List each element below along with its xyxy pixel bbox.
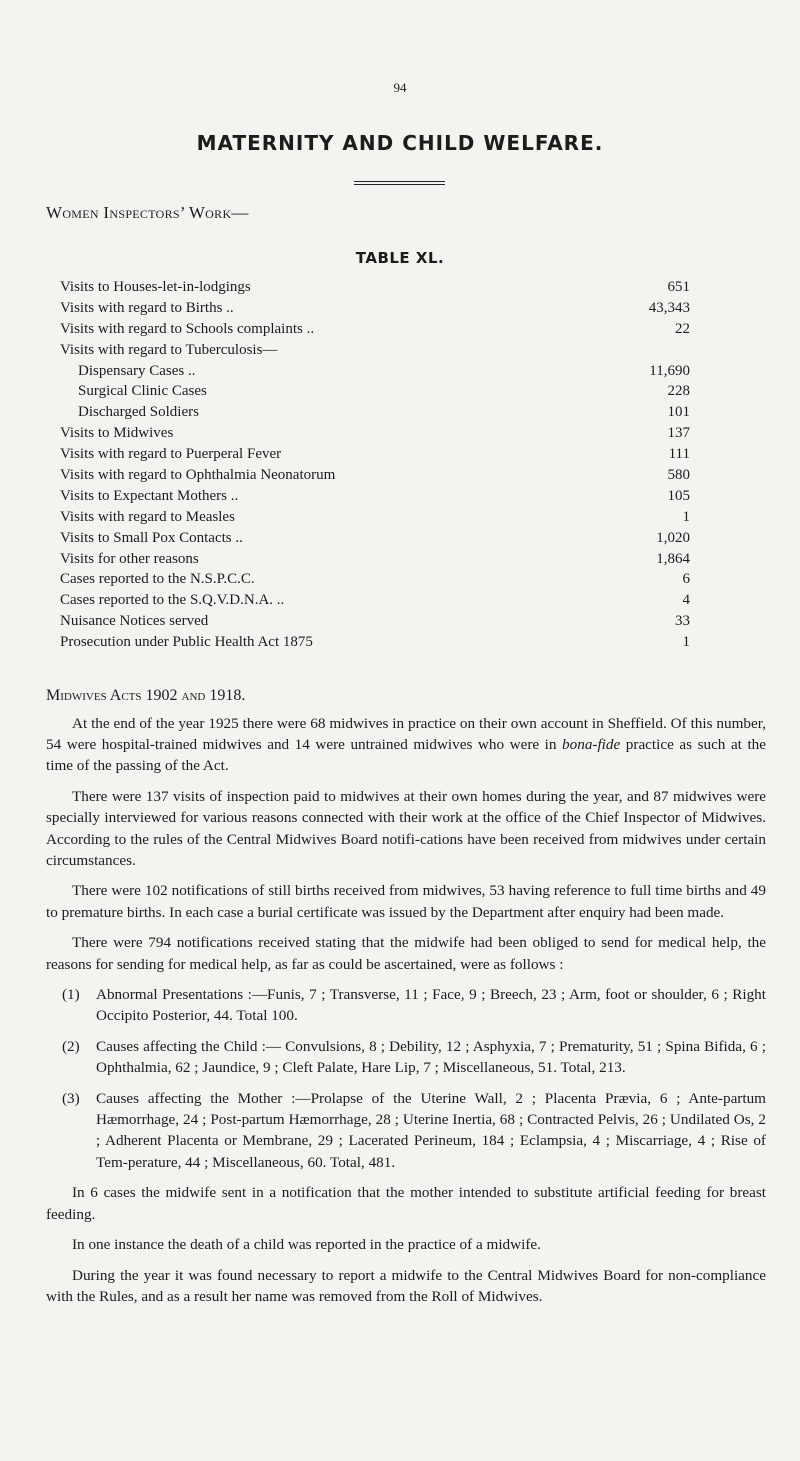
table-row-value: 137: [667, 425, 690, 442]
table-row: [60, 319, 700, 340]
table-row: [60, 361, 700, 382]
table-row-value: 11,690: [649, 362, 690, 379]
table-row-label: Cases reported to the S.Q.V.D.N.A. ..: [60, 592, 285, 609]
paragraph: [46, 713, 766, 777]
table-row-value: 580: [667, 467, 690, 484]
table-row: [60, 277, 700, 298]
paragraph: During the year it was found necessary to report a midwife to the Central Midwives Board for non-compliance with the Rules, and as a result her name was removed from the Roll of Midwives.: [46, 1266, 766, 1306]
table-row: [60, 549, 700, 570]
table-row-label: Visits with regard to Births ..: [60, 299, 234, 316]
table-row: [60, 298, 700, 319]
paragraph-text: At the end of the year 1925 there were 68 midwives in practice on their own account in Sheffield. Of this number, 54 were hospital-trained midwives and 14 were untrained midwives who were in: [46, 715, 766, 754]
table-row-label: Visits to Small Pox Contacts ..: [60, 529, 243, 546]
section-heading: Women Inspectors’ Work—: [46, 203, 249, 222]
table-row-label: Discharged Soldiers: [78, 404, 199, 421]
list-item: [46, 1036, 766, 1078]
table-row: [60, 402, 700, 423]
table-row: [60, 444, 700, 465]
table-row-label: Prosecution under Public Health Act 1875: [60, 634, 313, 651]
table-row-label: Dispensary Cases ..: [78, 362, 196, 379]
midwives-heading: Midwives Acts 1902 and 1918.: [46, 687, 246, 704]
paragraph: There were 137 visits of inspection paid to midwives at their own homes during the year, and 87 midwives were specially interviewed for various reasons connected with their work at the office of the Chief Inspector of Midwives. According to the rules of the Central Midwives Board notifi-cations have been received from midwives under certain circumstances.: [46, 788, 766, 869]
page-number: 94: [393, 80, 407, 95]
table-row: [60, 507, 700, 528]
list-item: [46, 984, 766, 1026]
paragraph: There were 102 notifications of still births received from midwives, 53 having reference to full time births and 49 to premature births. In each case a burial certificate was issued by the Department after enquiry had been made.: [46, 882, 766, 921]
table-row-label: Visits with regard to Puerperal Fever: [60, 446, 282, 463]
table-row-label: Visits to Midwives: [60, 425, 174, 442]
table-row-value: 651: [667, 279, 690, 295]
table-row-label: Visits with regard to Tuberculosis—: [60, 341, 278, 358]
table-row-label: Cases reported to the N.S.P.C.C.: [60, 571, 255, 588]
table-row-value: 4: [682, 592, 690, 609]
table-row: [60, 528, 700, 549]
table-row: [60, 611, 700, 632]
table-row: [60, 486, 700, 507]
list-item-text: Abnormal Presentations :—Funis, 7 ; Transverse, 11 ; Face, 9 ; Breech, 23 ; Arm, foot or shoulder, 6 ; Right Occipito Posterior, 44. Total 100.: [96, 986, 766, 1025]
table-row-value: 6: [682, 571, 690, 588]
italic-text: bona-fide: [562, 736, 621, 754]
title-rule-top: [354, 181, 445, 182]
table-row-label: Visits to Expectant Mothers ..: [60, 487, 239, 504]
table-row: [60, 465, 700, 486]
table-row: [60, 423, 700, 444]
body-text: [46, 713, 766, 1317]
table-row: [60, 632, 700, 653]
table-row-label: Visits with regard to Schools complaints ..: [60, 320, 315, 337]
list-item-text: Causes affecting the Mother :—Prolapse of the Uterine Wall, 2 ; Placenta Prævia, 6 ; Ante-partum Hæmorrhage, 24 ; Post-partum Hæmorrhage, 28 ; Uterine Inertia, 68 ; Contracted Pelvis, 26 ; Undilated Os, 2 ; Adherent Placenta or Membrane, 29 ; Lacerated Perineum, 184 ; Eclampsia, 4 ; Miscarriage, 4 ; Rise of Tem-perature, 44 ; Miscellaneous, 60. Total, 481.: [96, 1090, 766, 1171]
table-row: [60, 340, 700, 361]
list-item-number: (2): [62, 1038, 80, 1056]
table-row-value: 33: [675, 613, 690, 630]
paragraph: There were 794 notifications received stating that the midwife had been obliged to send for medical help, the reasons for sending for medical help, as far as could be ascertained, were as follows :: [46, 934, 766, 973]
table-row: [60, 569, 700, 590]
table-row-value: 111: [668, 446, 690, 463]
table-row-value: 101: [667, 404, 690, 421]
statistics-table: [60, 277, 700, 653]
table-row: [60, 381, 700, 402]
table-row-label: Nuisance Notices served: [60, 613, 209, 630]
table-row-value: 43,343: [648, 299, 690, 316]
title-rule-bottom: [354, 184, 445, 185]
table-row-label: Visits for other reasons: [60, 550, 199, 567]
table-row-value: 1,864: [656, 550, 690, 567]
table-row-value: 1: [682, 634, 690, 651]
table-row-value: 1: [682, 508, 690, 525]
table-row: [60, 590, 700, 611]
page-title: MATERNITY AND CHILD WELFARE.: [196, 131, 604, 155]
table-title: TABLE XL.: [355, 249, 445, 267]
table-row-value: 1,020: [656, 529, 690, 546]
table-row-label: Visits with regard to Measles: [60, 508, 235, 525]
table-row-label: Visits with regard to Ophthalmia Neonatorum: [60, 467, 336, 484]
list-item: [46, 1088, 766, 1173]
table-row-value: 105: [667, 487, 690, 504]
table-row-label: Surgical Clinic Cases: [78, 383, 207, 400]
paragraph: In one instance the death of a child was reported in the practice of a midwife.: [72, 1236, 541, 1254]
table-row-label: Visits to Houses-let-in-lodgings: [60, 279, 251, 295]
paragraph-text: practice as such at the time of the passing of the Act.: [46, 736, 766, 775]
table-row-value: 228: [667, 383, 690, 400]
table-row-value: 22: [675, 320, 690, 337]
list-item-number: (1): [62, 986, 80, 1004]
list-item-number: (3): [62, 1090, 80, 1108]
list-item-text: Causes affecting the Child :— Convulsions, 8 ; Debility, 12 ; Asphyxia, 7 ; Prematurity, 51 ; Spina Bifida, 6 ; Ophthalmia, 62 ; Jaundice, 9 ; Cleft Palate, Hare Lip, 7 ; Miscellaneous, 51. Total, 213.: [96, 1038, 766, 1077]
paragraph: In 6 cases the midwife sent in a notification that the mother intended to substitute artificial feeding for breast feeding.: [46, 1184, 766, 1223]
